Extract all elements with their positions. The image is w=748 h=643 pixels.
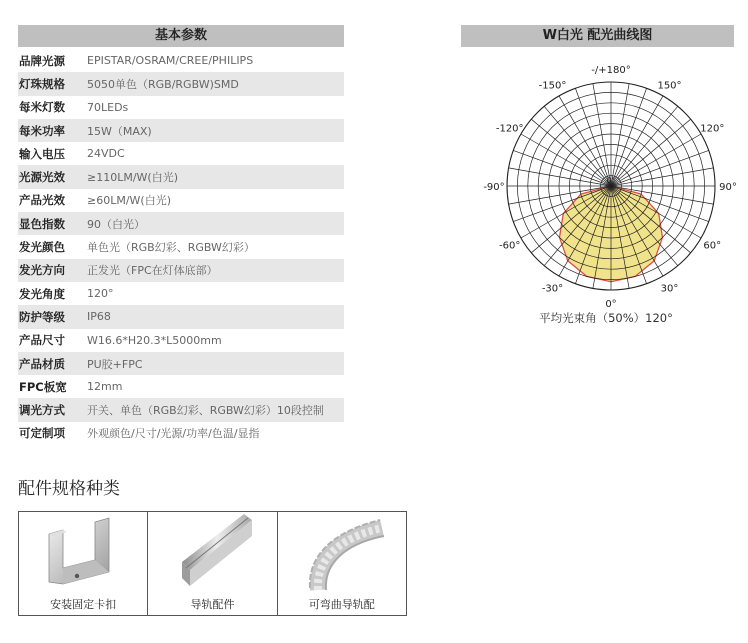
- spec-row: [18, 352, 344, 375]
- spec-value: W16.6*H20.3*L5000mm: [87, 333, 222, 347]
- spec-label: 产品材质: [19, 356, 65, 371]
- spec-value: 开关、单色（RGB幻彩、RGBW幻彩）10段控制: [87, 404, 324, 418]
- spec-row: [18, 119, 344, 142]
- spec-value: 单色光（RGB幻彩、RGBW幻彩）: [87, 241, 255, 255]
- spec-label: 显色指数: [19, 216, 65, 231]
- spec-label: 防护等级: [19, 309, 65, 324]
- spec-value: 外观颜色/尺寸/光源/功率/色温/显指: [87, 427, 260, 441]
- spec-row: [18, 72, 344, 95]
- spec-row: [18, 282, 344, 305]
- spec-row: [18, 329, 344, 352]
- spec-label: 每米功率: [19, 123, 65, 138]
- polar-light-distribution-chart: [461, 62, 748, 307]
- accessory-label-rail: 导轨配件: [190, 598, 235, 611]
- spec-value: 70LEDs: [87, 100, 129, 114]
- spec-label: 调光方式: [19, 403, 65, 418]
- angle-label: 60°: [703, 240, 722, 252]
- angle-label: 30°: [660, 283, 679, 295]
- guide-rail-icon: [148, 512, 276, 600]
- spec-label: 光源光效: [19, 170, 65, 185]
- spec-value: PU胶+FPC: [87, 357, 143, 371]
- center-label: 0°: [606, 176, 616, 185]
- spec-label: 输入电压: [19, 146, 65, 161]
- mounting-clip-icon: [19, 512, 147, 600]
- spec-row: [18, 165, 344, 188]
- angle-label: -120°: [495, 123, 524, 135]
- spec-label: 可定制项: [19, 426, 65, 441]
- spec-row: [18, 212, 344, 235]
- spec-value: 5050单色（RGB/RGBW)SMD: [87, 77, 239, 91]
- spec-value: 120°: [87, 287, 114, 301]
- accessory-card-rail: [148, 512, 277, 615]
- spec-value: ≥110LM/W(白光): [87, 171, 178, 185]
- spec-value: 24VDC: [87, 147, 125, 161]
- spec-row: [18, 235, 344, 258]
- spec-row: [18, 142, 344, 165]
- spec-value: 15W（MAX): [87, 124, 152, 138]
- spec-label: 品牌光源: [19, 53, 65, 68]
- angle-label: 90°: [719, 182, 737, 193]
- angle-label: -90°: [483, 182, 505, 193]
- spec-label: 发光角度: [19, 286, 65, 301]
- spec-label: 产品光效: [19, 193, 65, 208]
- spec-value: EPISTAR/OSRAM/CREE/PHILIPS: [87, 54, 254, 68]
- angle-label: -60°: [499, 240, 521, 252]
- spec-row: [18, 189, 344, 212]
- beam-angle-caption: 平均光束角（50%）120°: [539, 311, 673, 325]
- accessory-card-clip: [19, 512, 148, 615]
- angle-label: -/+180°: [591, 65, 631, 76]
- spec-row: [18, 398, 344, 421]
- spec-table: [18, 49, 344, 445]
- spec-row: [18, 96, 344, 119]
- accessory-card-flexible-rail: [278, 512, 406, 615]
- accessories-grid: [18, 511, 407, 616]
- light-chart-title: W白光 配光曲线图: [461, 25, 734, 47]
- spec-row: [18, 305, 344, 328]
- spec-label: 灯珠规格: [19, 76, 65, 91]
- accessory-label-clip: 安装固定卡扣: [50, 598, 117, 611]
- spec-value: 12mm: [87, 380, 123, 394]
- angle-label: -150°: [538, 80, 567, 92]
- spec-label: FPC板宽: [19, 379, 67, 394]
- spec-value: ≥60LM/W(白光): [87, 194, 171, 208]
- spec-value: 正发光（FPC在灯体底部）: [87, 264, 218, 278]
- spec-label: 发光颜色: [19, 240, 65, 255]
- spec-row: [18, 375, 344, 398]
- angle-label: 0°: [605, 299, 617, 307]
- accessory-label-flexible-rail: 可弯曲导轨配: [308, 598, 375, 611]
- spec-table-title: 基本参数: [18, 25, 344, 47]
- spec-row: [18, 49, 344, 72]
- spec-row: [18, 422, 344, 445]
- spec-label: 发光方向: [19, 263, 65, 278]
- spec-label: 每米灯数: [19, 100, 65, 115]
- spec-value: IP68: [87, 310, 111, 324]
- spec-label: 产品尺寸: [19, 333, 65, 348]
- spec-value: 90（白光）: [87, 217, 145, 231]
- angle-label: -30°: [541, 283, 564, 295]
- spec-row: [18, 259, 344, 282]
- angle-label: 120°: [700, 123, 725, 135]
- flexible-rail-icon: [278, 512, 408, 600]
- angle-label: 150°: [657, 80, 682, 92]
- accessories-title: 配件规格种类: [18, 479, 120, 499]
